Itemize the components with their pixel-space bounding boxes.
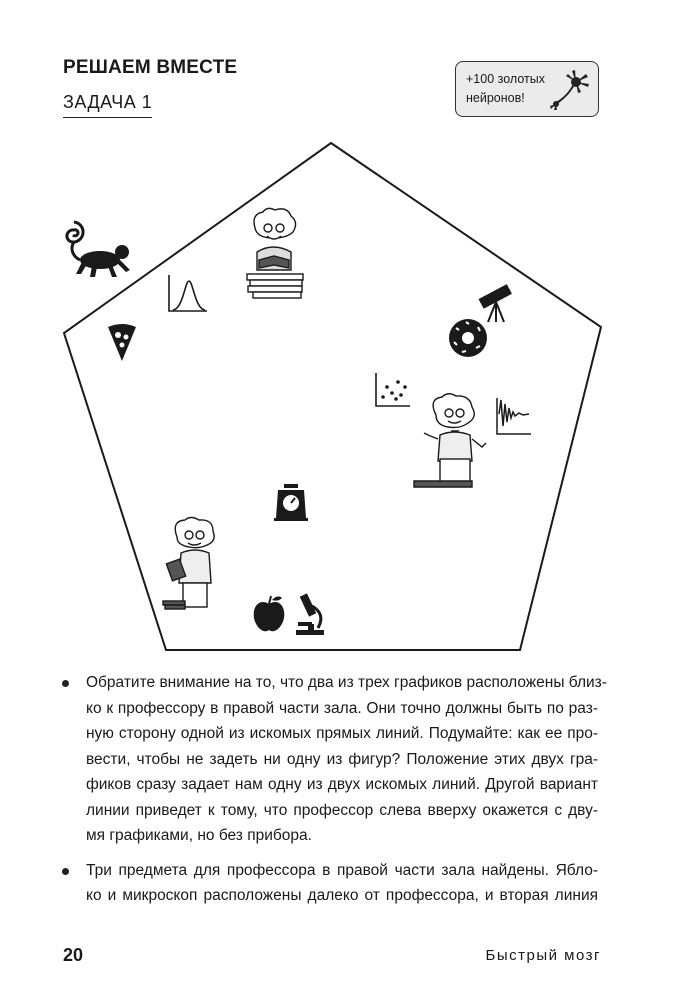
bullet-dot — [62, 680, 69, 687]
professor-reading-icon — [247, 208, 303, 298]
professor-tablet-icon — [163, 518, 214, 610]
task-title: ЗАДАЧА 1 — [63, 92, 152, 118]
text-line: мя графиками, но без прибора. — [86, 827, 312, 844]
text-line: вести, чтобы не задеть ни одну из фигур? Положение этих двух гра- — [86, 750, 598, 768]
scale-icon — [274, 484, 308, 521]
bell-curve-graph-icon — [169, 275, 207, 311]
donut-icon — [449, 319, 487, 357]
apple-icon — [254, 596, 285, 631]
pentagon-outline — [64, 143, 601, 650]
badge-line-2: нейронов! — [466, 91, 525, 105]
text-line: ко к профессору в правой части зала. Они точно должны быть по раз- — [86, 699, 598, 717]
telescope-icon — [480, 285, 511, 322]
badge-line-1: +100 золотых — [466, 72, 545, 86]
professor-standing-icon — [414, 394, 486, 487]
text-line: ко и микроскоп расположены далеко от профессора, и вторая линия — [86, 887, 598, 904]
microscope-icon — [296, 593, 324, 635]
list-item — [62, 858, 598, 909]
monkey-icon — [67, 222, 130, 277]
explanation-list — [62, 670, 607, 918]
book-title: Быстрый мозг — [485, 947, 601, 964]
scatter-graph-icon — [376, 373, 410, 406]
text-line: Три предмета для профессора в правой части зала найдены. Ябло- — [86, 861, 598, 879]
section-title: РЕШАЕМ ВМЕСТЕ — [63, 57, 238, 78]
bullet-dot — [62, 868, 69, 875]
oscillation-graph-icon — [497, 398, 531, 434]
page-number: 20 — [63, 945, 84, 965]
text-line: фиков сразу задает нам одну из двух искомых линий. Другой вариант — [86, 776, 598, 793]
text-line: Обратите внимание на то, что два из трех графиков расположены близ- — [86, 674, 607, 691]
list-item — [62, 670, 607, 849]
text-line: линии приведет к тому, что профессор слева вверху окажется с дву- — [86, 801, 598, 819]
pizza-slice-icon — [108, 324, 136, 361]
text-line: ную сторону одной из искомых прямых линий. Подумайте: как ее про- — [86, 725, 598, 742]
